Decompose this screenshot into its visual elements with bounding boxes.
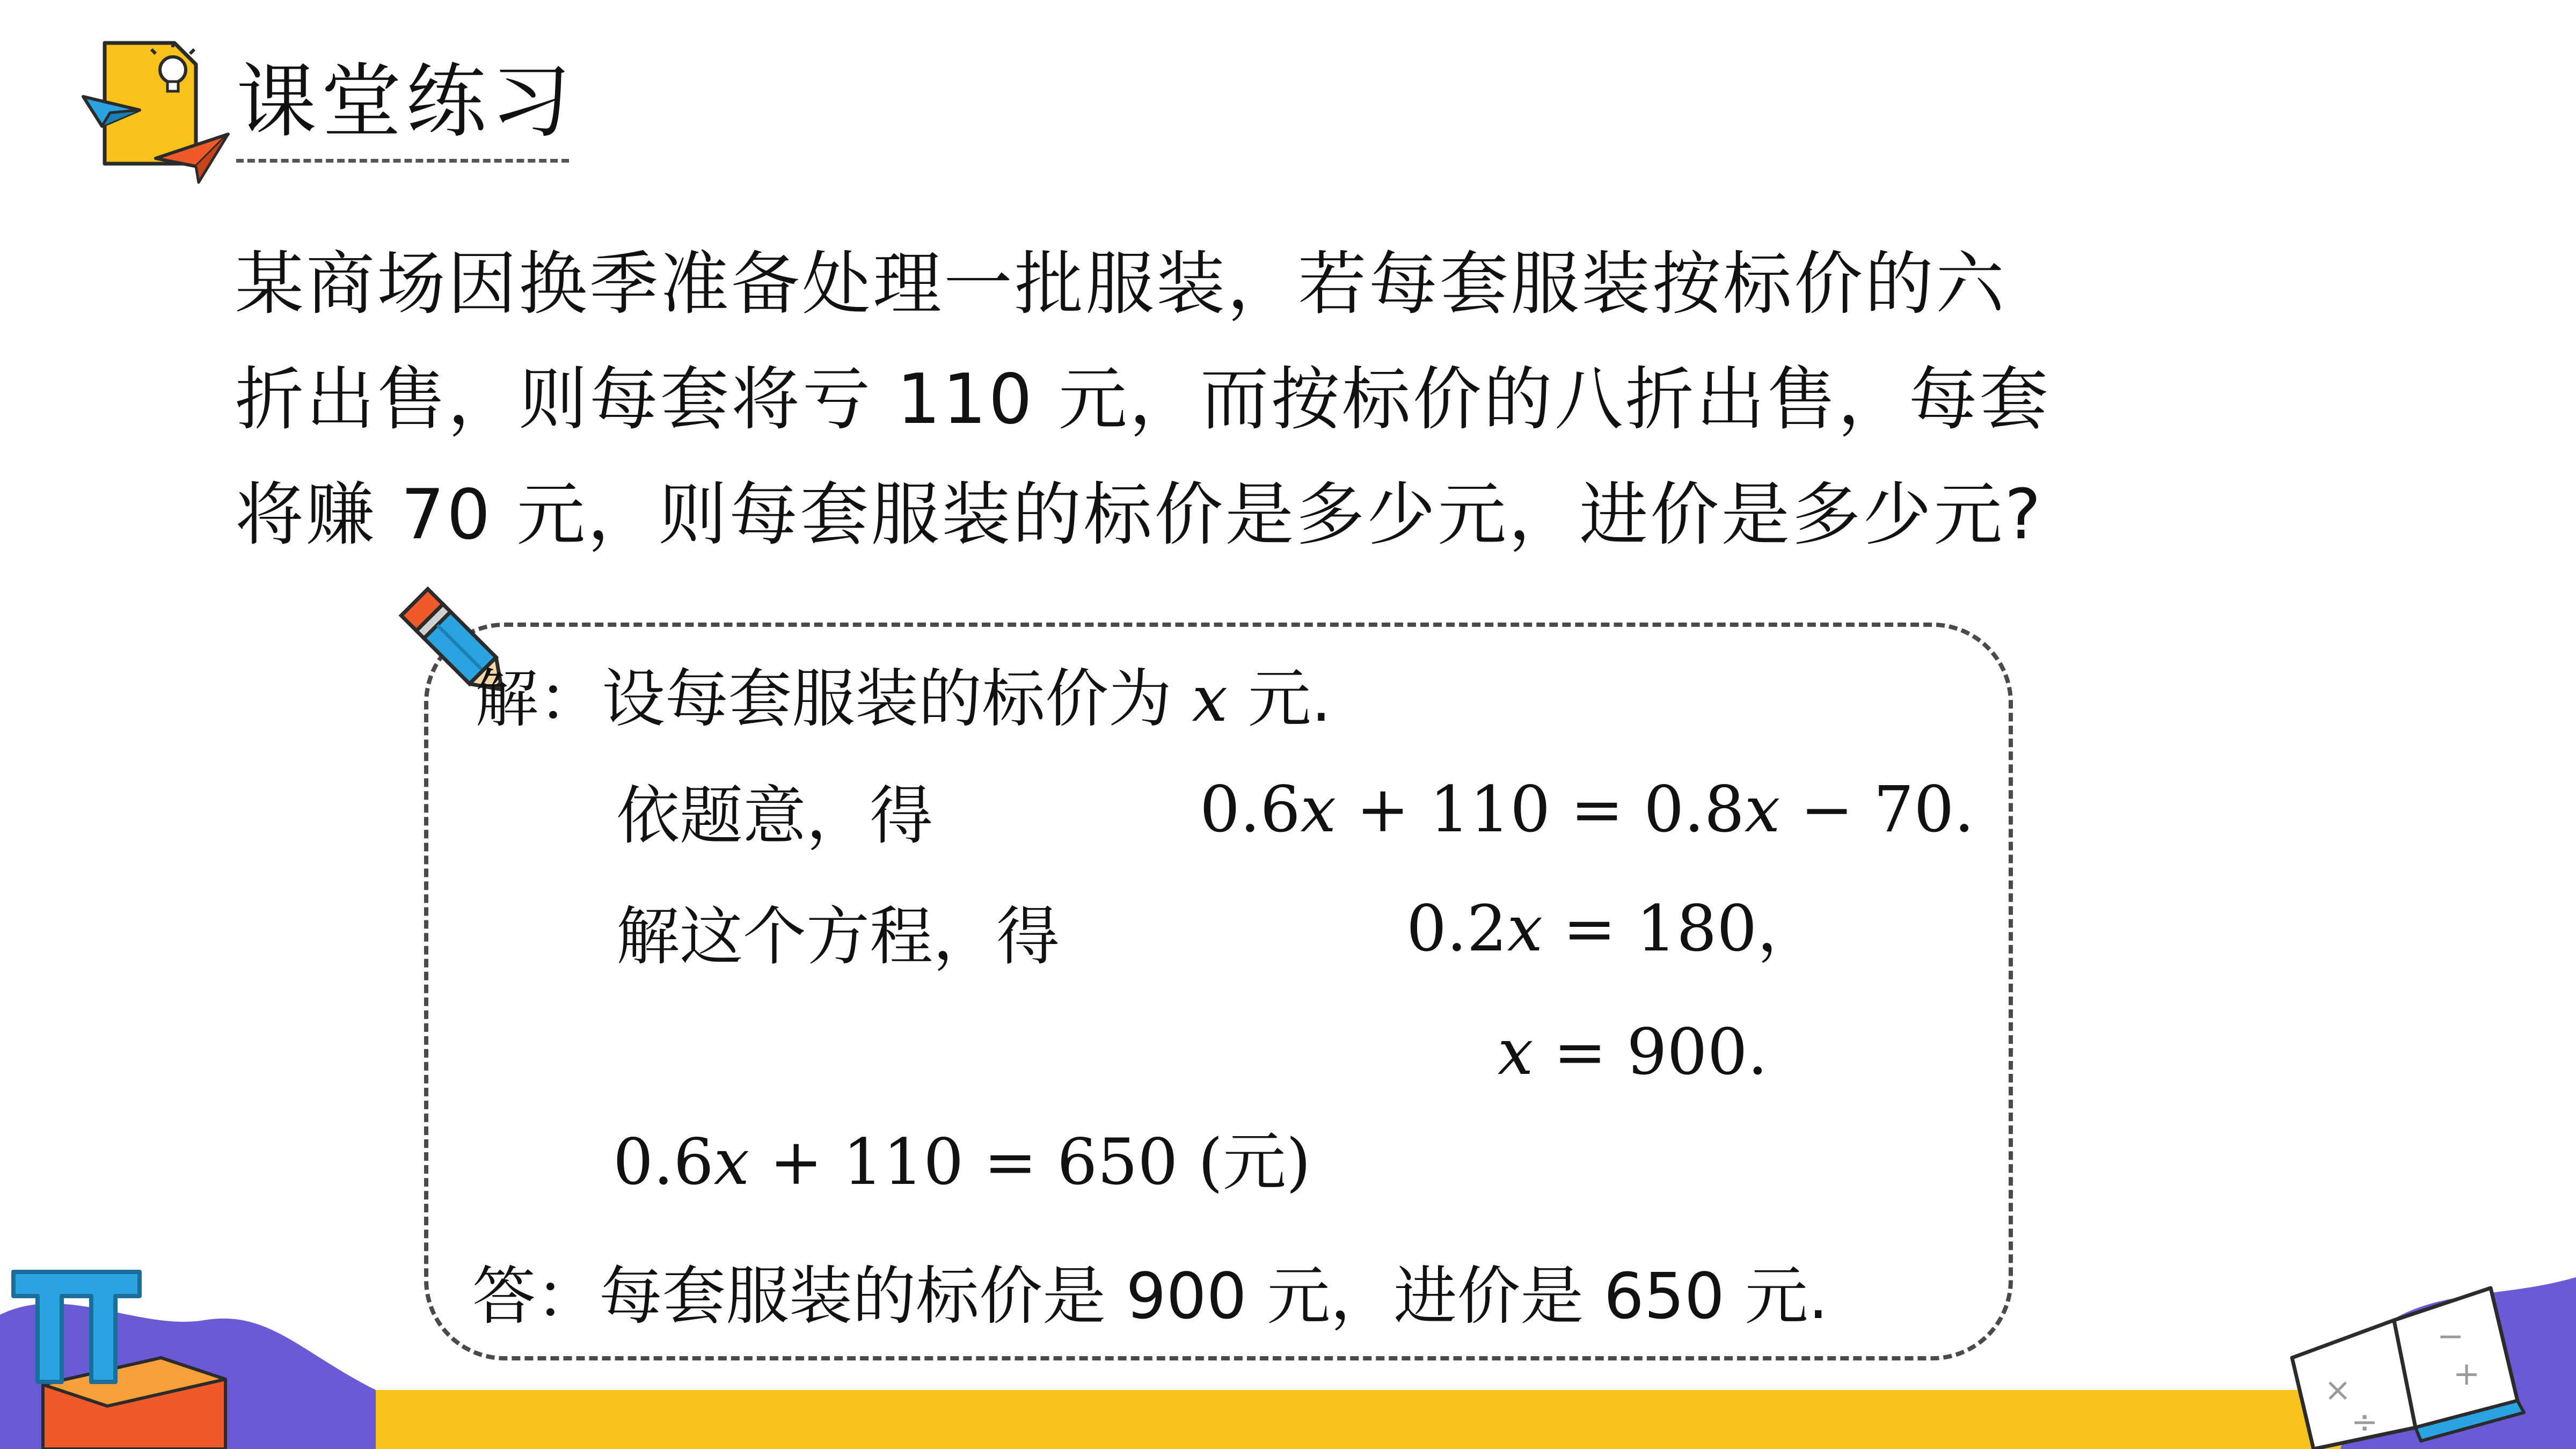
step1-equation xyxy=(1200,769,1974,850)
pi-symbol-icon xyxy=(0,1250,376,1449)
svg-text:÷: ÷ xyxy=(2351,1403,2378,1441)
idea-note-icon xyxy=(81,32,242,188)
svg-text:×: × xyxy=(2324,1371,2352,1409)
solution-let-line xyxy=(475,658,1331,739)
eq-part: 0.2 xyxy=(1406,891,1507,965)
eq-part: − 70. xyxy=(1780,772,1975,846)
variable-x: x xyxy=(1300,772,1337,846)
step3-equation xyxy=(1498,1012,1768,1092)
variable-x: x xyxy=(1192,662,1228,736)
eq-part: + 110 = 650 (元) xyxy=(749,1125,1311,1199)
step4-equation xyxy=(613,1122,1311,1202)
title-underline xyxy=(236,159,569,163)
step2-equation xyxy=(1406,888,1820,969)
eq-part: + 110 = 0.8 xyxy=(1336,772,1745,846)
section-title: 课堂练习 xyxy=(236,55,576,149)
variable-x: x xyxy=(1744,772,1780,846)
variable-x: x xyxy=(1498,1015,1534,1089)
step2-label: 解这个方程，得 xyxy=(616,899,1060,974)
eq-part: 0.6 xyxy=(1200,772,1301,846)
problem-text-line-1: 某商场因换季准备处理一批服装，若每套服装按标价的六 xyxy=(235,244,2007,324)
open-book-icon xyxy=(2276,1256,2576,1449)
variable-x: x xyxy=(713,1125,750,1199)
answer-line: 答：每套服装的标价是 900 元，进价是 650 元. xyxy=(472,1259,1828,1333)
solution-let-prefix: 解：设每套服装的标价为 xyxy=(475,662,1192,736)
svg-text:+: + xyxy=(2453,1355,2480,1393)
eq-part: = 180， xyxy=(1543,891,1821,965)
problem-text-line-2: 折出售，则每套将亏 110 元，而按标价的八折出售，每套 xyxy=(235,360,2050,440)
svg-text:−: − xyxy=(2437,1318,2464,1355)
step1-label: 依题意，得 xyxy=(616,779,933,853)
problem-text-line-3: 将赚 70 元，则每套服装的标价是多少元，进价是多少元? xyxy=(235,475,2044,555)
solution-let-suffix: 元. xyxy=(1228,662,1332,736)
variable-x: x xyxy=(1507,891,1543,965)
footer-bar xyxy=(0,1390,2576,1449)
eq-part: 0.6 xyxy=(613,1125,714,1199)
eq-part: = 900. xyxy=(1533,1015,1768,1089)
